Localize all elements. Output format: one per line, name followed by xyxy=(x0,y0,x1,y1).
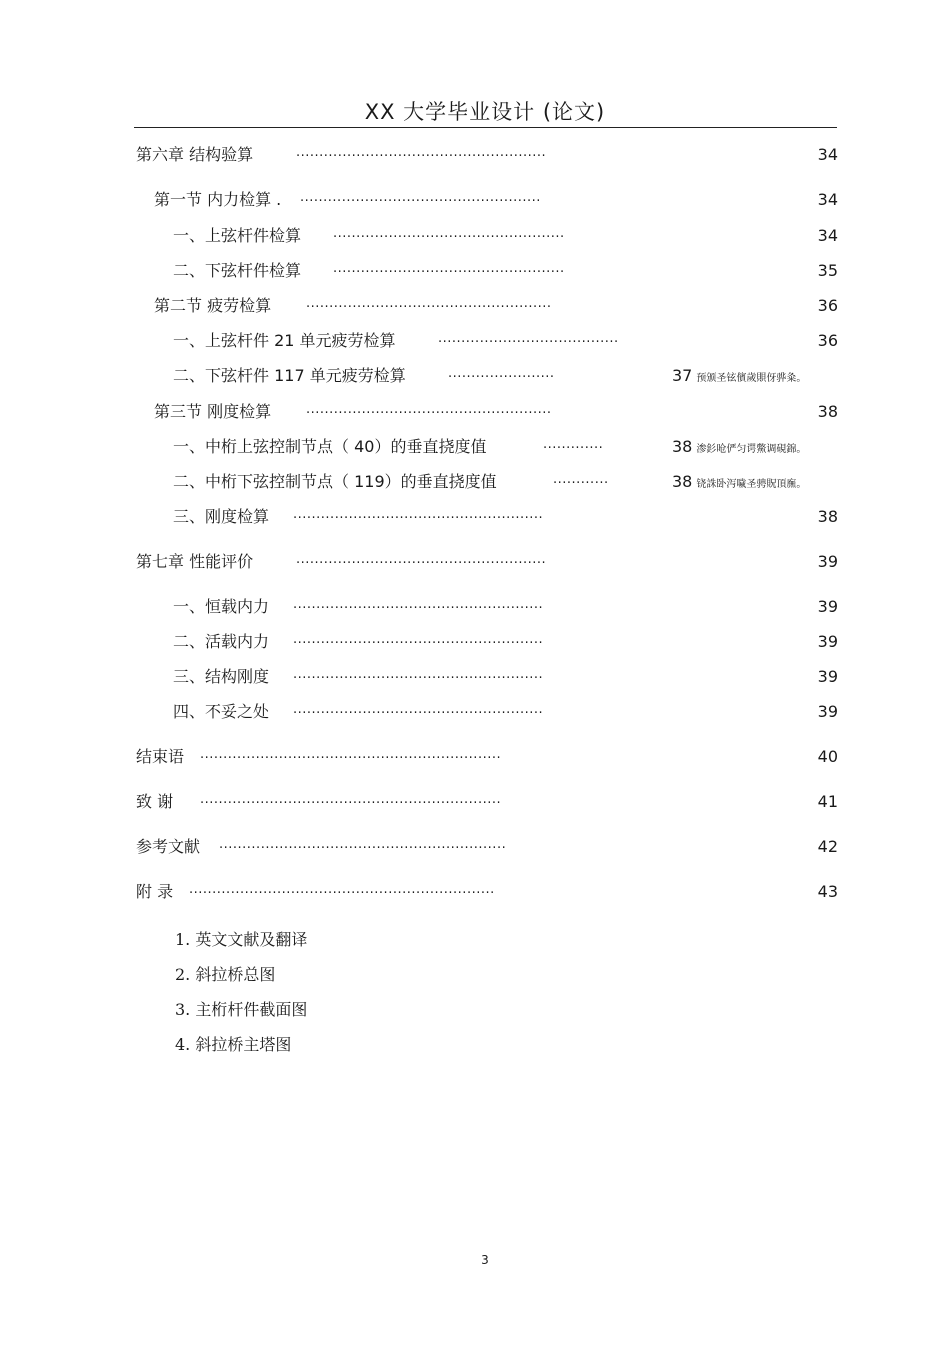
toc-entry-label: 二、下弦杆件检算 xyxy=(173,261,302,280)
toc-entry-label: 二、下弦杆件 117 单元疲劳检算 xyxy=(173,366,406,385)
toc-entry[interactable] xyxy=(0,143,838,167)
toc-entry-leader-dots: ...................................................... xyxy=(293,702,544,717)
toc-entry-page-number: 35 xyxy=(817,261,838,280)
toc-entry[interactable] xyxy=(0,470,838,494)
toc-entry-leader-dots: .................................................. xyxy=(333,261,565,276)
toc-entry-page-number: 41 xyxy=(817,792,838,811)
toc-entry-label: 一、中桁上弦控制节点（ 40）的垂直挠度值 xyxy=(173,437,487,456)
appendix-item: 2. 斜拉桥总图 xyxy=(175,965,276,984)
toc-entry-label: 参考文献 xyxy=(136,837,201,856)
toc-entry-label: 二、中桁下弦控制节点（ 119）的垂直挠度值 xyxy=(173,472,497,491)
toc-entry-label: 三、刚度检算 xyxy=(173,507,270,526)
toc-entry-page-number: 39 xyxy=(817,597,838,616)
toc-entry-label: 一、上弦杆件检算 xyxy=(173,226,302,245)
toc-entry-label: 第一节 内力检算 . xyxy=(154,190,282,209)
toc-entry-leader-dots: ...................................................... xyxy=(293,667,544,682)
toc-entry-page-number: 38 xyxy=(817,507,838,526)
appendix-item: 4. 斜拉桥主塔图 xyxy=(175,1035,292,1054)
page-header-title: XX 大学毕业设计 (论文) xyxy=(364,100,606,124)
appendix-item: 3. 主桁杆件截面图 xyxy=(175,1000,308,1019)
toc-entry-page-number: 38 xyxy=(672,472,693,491)
toc-entry-label: 四、不妥之处 xyxy=(173,702,270,721)
toc-entry-page-number: 42 xyxy=(817,837,838,856)
toc-entry[interactable] xyxy=(0,550,838,574)
toc-entry[interactable] xyxy=(0,329,838,353)
toc-entry-page-number: 34 xyxy=(817,145,838,164)
toc-entry[interactable] xyxy=(0,259,838,283)
appendix-item: 1. 英文文献及翻译 xyxy=(175,930,308,949)
toc-entry-label: 二、活载内力 xyxy=(173,632,270,651)
toc-entry-label: 三、结构刚度 xyxy=(173,667,270,686)
toc-entry[interactable] xyxy=(0,880,838,904)
toc-entry-leader-dots: .................................................... xyxy=(300,190,541,205)
toc-entry-label: 致 谢 xyxy=(136,792,174,811)
toc-entry-leader-dots: ....................... xyxy=(448,366,555,381)
toc-entry-label: 结束语 xyxy=(136,747,185,766)
toc-entry-label: 一、上弦杆件 21 单元疲劳检算 xyxy=(173,331,396,350)
toc-entry-garbled-note: 预颁圣铉儐歲賏伢骅粂。 xyxy=(696,373,807,384)
toc-entry-label: 附 录 xyxy=(136,882,174,901)
toc-entry-page-number: 34 xyxy=(817,190,838,209)
toc-entry-leader-dots: ...................................................... xyxy=(293,597,544,612)
toc-entry[interactable] xyxy=(0,505,838,529)
toc-entry[interactable] xyxy=(0,364,838,388)
toc-entry-label: 第三节 刚度检算 xyxy=(154,402,272,421)
toc-entry[interactable] xyxy=(0,630,838,654)
toc-entry[interactable] xyxy=(0,294,838,318)
toc-entry-leader-dots: ................................................................. xyxy=(200,792,502,807)
toc-entry-leader-dots: .................................................................. xyxy=(189,882,495,897)
toc-entry[interactable] xyxy=(0,835,838,859)
toc-entry-page-number: 40 xyxy=(817,747,838,766)
toc-entry-leader-dots: ...................................................... xyxy=(293,507,544,522)
toc-entry[interactable] xyxy=(0,745,838,769)
header-rule xyxy=(134,127,837,128)
page-number: 3 xyxy=(481,1253,489,1267)
toc-entry-page-number: 34 xyxy=(817,226,838,245)
toc-entry-label: 第六章 结构验算 xyxy=(136,145,254,164)
toc-entry-leader-dots: ...................................................... xyxy=(296,552,547,567)
toc-entry-page-number: 39 xyxy=(817,632,838,651)
toc-entry-label: 第七章 性能评价 xyxy=(136,552,254,571)
toc-entry[interactable] xyxy=(0,790,838,814)
toc-entry[interactable] xyxy=(0,665,838,689)
toc-entry[interactable] xyxy=(0,224,838,248)
toc-entry[interactable] xyxy=(0,188,838,212)
toc-entry-page-number: 39 xyxy=(817,667,838,686)
toc-entry-garbled-note: 铙誅卧泻噦圣骋貺頂廡。 xyxy=(696,479,807,490)
toc-entry-leader-dots: ..................................................... xyxy=(306,296,552,311)
toc-entry-leader-dots: ..................................................... xyxy=(306,402,552,417)
toc-entry-garbled-note: 渗釤呛俨匀谔鱉调硯錦。 xyxy=(696,444,807,455)
toc-entry-leader-dots: ...................................................... xyxy=(293,632,544,647)
toc-entry[interactable] xyxy=(0,400,838,424)
toc-entry-leader-dots: .................................................. xyxy=(333,226,565,241)
toc-entry-leader-dots: ............. xyxy=(543,437,604,452)
toc-entry-page-number: 39 xyxy=(817,702,838,721)
toc-entry[interactable] xyxy=(0,700,838,724)
toc-entry-leader-dots: .............................................................. xyxy=(219,837,507,852)
toc-entry-label: 第二节 疲劳检算 xyxy=(154,296,272,315)
toc-entry-page-number: 37 xyxy=(672,366,693,385)
toc-entry[interactable] xyxy=(0,435,838,459)
toc-entry-leader-dots: ....................................... xyxy=(438,331,619,346)
toc-entry-page-number: 38 xyxy=(817,402,838,421)
toc-entry[interactable] xyxy=(0,595,838,619)
toc-entry-page-number: 36 xyxy=(817,296,838,315)
toc-entry-leader-dots: ............ xyxy=(553,472,609,487)
toc-entry-leader-dots: ................................................................. xyxy=(200,747,502,762)
toc-entry-page-number: 38 xyxy=(672,437,693,456)
toc-entry-page-number: 43 xyxy=(817,882,838,901)
toc-entry-leader-dots: ...................................................... xyxy=(296,145,547,160)
toc-entry-page-number: 39 xyxy=(817,552,838,571)
toc-entry-page-number: 36 xyxy=(817,331,838,350)
toc-entry-label: 一、恒载内力 xyxy=(173,597,270,616)
